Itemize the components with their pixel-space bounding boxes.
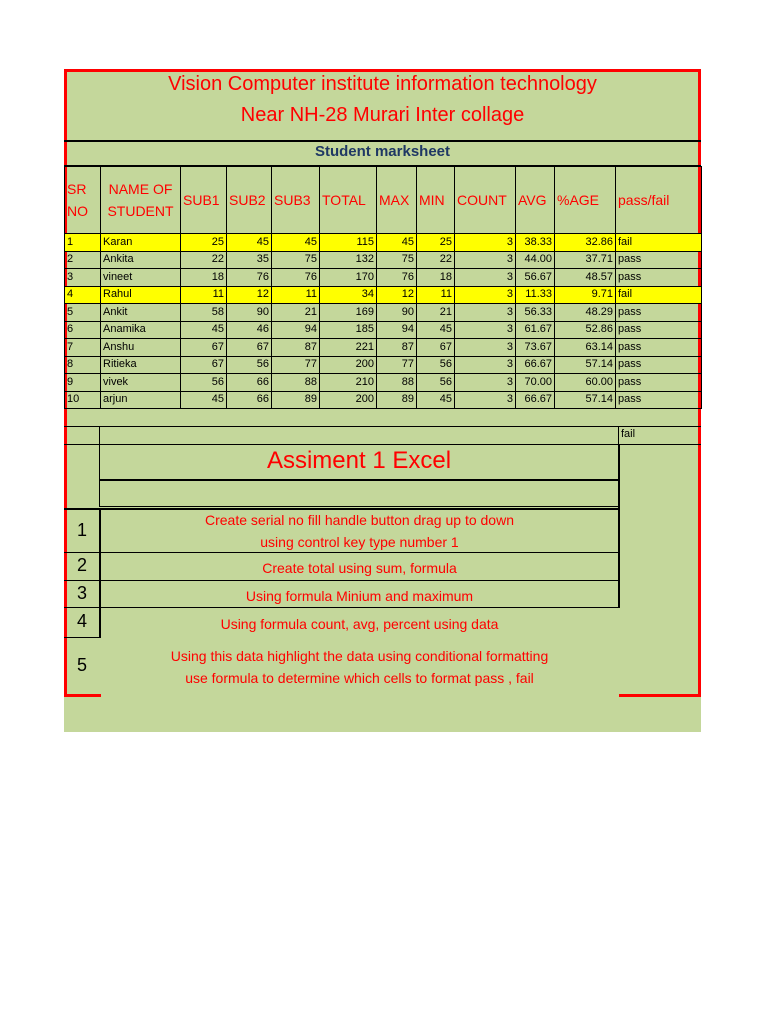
fail-cell-divider: [618, 426, 619, 444]
cell-name[interactable]: Anamika: [101, 321, 181, 339]
cell-sub1[interactable]: 67: [181, 356, 227, 374]
table-row[interactable]: [65, 321, 702, 339]
cell-sub3[interactable]: 88: [272, 374, 320, 392]
cell-sub2[interactable]: 66: [227, 374, 272, 392]
cell-sub3[interactable]: 94: [272, 321, 320, 339]
cell-max[interactable]: 90: [377, 304, 417, 322]
cell-name[interactable]: Ritieka: [101, 356, 181, 374]
cell-count[interactable]: 3: [455, 339, 516, 357]
cell-result[interactable]: pass: [616, 356, 702, 374]
col-header-min[interactable]: MIN: [417, 167, 455, 234]
cell-sub2[interactable]: 56: [227, 356, 272, 374]
cell-sub2[interactable]: 76: [227, 269, 272, 287]
cell-count[interactable]: 3: [455, 391, 516, 409]
step2-bottom-line: [64, 580, 620, 581]
col-header-total[interactable]: TOTAL: [320, 167, 377, 234]
marksheet-subtitle: Student marksheet: [314, 143, 451, 160]
step-3-text: Using formula Minium and maximum: [245, 588, 474, 604]
institute-address: Near NH-28 Murari Inter collage: [240, 104, 525, 126]
step-5-line2: use formula to determine which cells to format pass , fail: [185, 670, 534, 686]
cell-sub2[interactable]: 90: [227, 304, 272, 322]
cell-sub2[interactable]: 66: [227, 391, 272, 409]
cell-sr[interactable]: 10: [65, 391, 101, 409]
table-row[interactable]: [65, 374, 702, 392]
table-row[interactable]: [65, 251, 702, 269]
title-divider: [64, 140, 701, 142]
cell-avg[interactable]: 38.33: [516, 234, 555, 252]
cell-pct[interactable]: 9.71: [555, 286, 616, 304]
cell-result[interactable]: pass: [616, 391, 702, 409]
cell-max[interactable]: 94: [377, 321, 417, 339]
frame-bottom-right: [619, 694, 701, 697]
frame-top: [64, 69, 701, 72]
col-header-sub2[interactable]: SUB2: [227, 167, 272, 234]
step4-bottom-line: [64, 637, 100, 638]
cell-total[interactable]: 132: [320, 251, 377, 269]
cell-avg[interactable]: 66.67: [516, 391, 555, 409]
cell-name[interactable]: Anshu: [101, 339, 181, 357]
cell-avg[interactable]: 11.33: [516, 286, 555, 304]
cell-min[interactable]: 11: [417, 286, 455, 304]
cell-sr[interactable]: 2: [65, 251, 101, 269]
table-row[interactable]: [65, 269, 702, 287]
cell-result[interactable]: pass: [616, 269, 702, 287]
cell-sub2[interactable]: 35: [227, 251, 272, 269]
cell-sub2[interactable]: 46: [227, 321, 272, 339]
cell-result[interactable]: pass: [616, 304, 702, 322]
cell-max[interactable]: 45: [377, 234, 417, 252]
col-header-max[interactable]: MAX: [377, 167, 417, 234]
col-header-srno[interactable]: SR NO: [65, 167, 101, 234]
cell-name[interactable]: vivek: [101, 374, 181, 392]
step-1-line1: Create serial no fill handle button drag up to down: [205, 512, 514, 528]
blank-row-top-line: [64, 426, 701, 427]
cell-name[interactable]: Ankit: [101, 304, 181, 322]
cell-pct[interactable]: 37.71: [555, 251, 616, 269]
cell-avg[interactable]: 70.00: [516, 374, 555, 392]
cell-pct[interactable]: 60.00: [555, 374, 616, 392]
cell-result[interactable]: pass: [616, 251, 702, 269]
cell-min[interactable]: 22: [417, 251, 455, 269]
cell-total[interactable]: 34: [320, 286, 377, 304]
step-number-4: 4: [76, 611, 87, 631]
cell-min[interactable]: 67: [417, 339, 455, 357]
cell-sub1[interactable]: 25: [181, 234, 227, 252]
cell-sub2[interactable]: 45: [227, 234, 272, 252]
cell-sr[interactable]: 3: [65, 269, 101, 287]
cell-pct[interactable]: 57.14: [555, 391, 616, 409]
cell-sub2[interactable]: 12: [227, 286, 272, 304]
cell-sub3[interactable]: 11: [272, 286, 320, 304]
cell-avg[interactable]: 56.33: [516, 304, 555, 322]
header-table: [64, 166, 702, 234]
table-row[interactable]: [65, 234, 702, 252]
cell-sr[interactable]: 9: [65, 374, 101, 392]
cell-sub2[interactable]: 67: [227, 339, 272, 357]
step-5-line1: Using this data highlight the data using conditional formatting: [170, 648, 549, 664]
cell-name[interactable]: Rahul: [101, 286, 181, 304]
cell-max[interactable]: 12: [377, 286, 417, 304]
cell-total[interactable]: 170: [320, 269, 377, 287]
cell-pct[interactable]: 52.86: [555, 321, 616, 339]
cell-total[interactable]: 200: [320, 391, 377, 409]
cell-min[interactable]: 21: [417, 304, 455, 322]
cell-result[interactable]: pass: [616, 374, 702, 392]
marksheet-area: [64, 69, 701, 732]
table-row[interactable]: [65, 286, 702, 304]
cell-sr[interactable]: 7: [65, 339, 101, 357]
cell-total[interactable]: 210: [320, 374, 377, 392]
table-row[interactable]: [65, 356, 702, 374]
cell-avg[interactable]: 56.67: [516, 269, 555, 287]
cell-count[interactable]: 3: [455, 234, 516, 252]
assignment-title: Assiment 1 Excel: [266, 447, 452, 474]
cell-count[interactable]: 3: [455, 321, 516, 339]
step-number-3: 3: [76, 583, 87, 603]
step-number-5: 5: [76, 655, 87, 675]
cell-min[interactable]: 45: [417, 321, 455, 339]
cell-total[interactable]: 221: [320, 339, 377, 357]
cell-sub1[interactable]: 45: [181, 391, 227, 409]
cell-max[interactable]: 88: [377, 374, 417, 392]
step-2-text: Create total using sum, formula: [262, 560, 457, 576]
step-1-line2: using control key type number 1: [260, 534, 459, 550]
cell-sub1[interactable]: 56: [181, 374, 227, 392]
cell-max[interactable]: 75: [377, 251, 417, 269]
step-number-1: 1: [76, 520, 87, 540]
cell-count[interactable]: 3: [455, 251, 516, 269]
col-header-sub1[interactable]: SUB1: [181, 167, 227, 234]
cell-sr[interactable]: 1: [65, 234, 101, 252]
cell-count[interactable]: 3: [455, 304, 516, 322]
table-row[interactable]: [65, 304, 702, 322]
cell-sr[interactable]: 6: [65, 321, 101, 339]
cell-name[interactable]: Ankita: [101, 251, 181, 269]
cell-total[interactable]: 169: [320, 304, 377, 322]
cell-sub3[interactable]: 87: [272, 339, 320, 357]
col-header-pct[interactable]: %AGE: [555, 167, 616, 234]
cell-sub1[interactable]: 11: [181, 286, 227, 304]
step-4-text: Using formula count, avg, percent using data: [220, 616, 499, 632]
institute-title: Vision Computer institute information technology: [168, 73, 597, 95]
cell-max[interactable]: 87: [377, 339, 417, 357]
cell-min[interactable]: 25: [417, 234, 455, 252]
assignment-title-divider: [99, 479, 619, 481]
cell-name[interactable]: arjun: [101, 391, 181, 409]
cell-result[interactable]: pass: [616, 321, 702, 339]
cell-min[interactable]: 45: [417, 391, 455, 409]
col-header-avg[interactable]: AVG: [516, 167, 555, 234]
cell-count[interactable]: 3: [455, 374, 516, 392]
step-number-2: 2: [76, 555, 87, 575]
cell-max[interactable]: 77: [377, 356, 417, 374]
col-header-name[interactable]: NAME OF STUDENT: [101, 167, 181, 234]
cell-min[interactable]: 56: [417, 356, 455, 374]
cell-total[interactable]: 200: [320, 356, 377, 374]
cell-avg[interactable]: 73.67: [516, 339, 555, 357]
cell-result[interactable]: fail: [616, 234, 702, 252]
cell-avg[interactable]: 61.67: [516, 321, 555, 339]
cell-sub3[interactable]: 75: [272, 251, 320, 269]
cell-pct[interactable]: 48.29: [555, 304, 616, 322]
stray-fail-cell[interactable]: fail: [621, 428, 636, 440]
cell-sr[interactable]: 8: [65, 356, 101, 374]
cell-sub1[interactable]: 22: [181, 251, 227, 269]
cell-sub1[interactable]: 58: [181, 304, 227, 322]
marks-table: [64, 233, 702, 409]
cell-result[interactable]: pass: [616, 339, 702, 357]
cell-sub3[interactable]: 45: [272, 234, 320, 252]
cell-name[interactable]: vineet: [101, 269, 181, 287]
col-header-sub3[interactable]: SUB3: [272, 167, 320, 234]
cell-sub3[interactable]: 76: [272, 269, 320, 287]
cell-avg[interactable]: 44.00: [516, 251, 555, 269]
cell-min[interactable]: 18: [417, 269, 455, 287]
cell-pct[interactable]: 48.57: [555, 269, 616, 287]
cell-sub3[interactable]: 21: [272, 304, 320, 322]
cell-result[interactable]: fail: [616, 286, 702, 304]
cell-total[interactable]: 115: [320, 234, 377, 252]
cell-name[interactable]: Karan: [101, 234, 181, 252]
table-row[interactable]: [65, 339, 702, 357]
cell-total[interactable]: 185: [320, 321, 377, 339]
cell-sub3[interactable]: 77: [272, 356, 320, 374]
step3-bottom-line: [64, 607, 620, 608]
cell-pct[interactable]: 57.14: [555, 356, 616, 374]
col-header-count[interactable]: COUNT: [455, 167, 516, 234]
frame-bottom-left: [64, 694, 101, 697]
cell-sub1[interactable]: 67: [181, 339, 227, 357]
cell-sr[interactable]: 4: [65, 286, 101, 304]
cell-pct[interactable]: 63.14: [555, 339, 616, 357]
cell-count[interactable]: 3: [455, 286, 516, 304]
cell-count[interactable]: 3: [455, 356, 516, 374]
cell-sr[interactable]: 5: [65, 304, 101, 322]
col-header-result[interactable]: pass/fail: [616, 167, 702, 234]
cell-max[interactable]: 76: [377, 269, 417, 287]
cell-sub3[interactable]: 89: [272, 391, 320, 409]
cell-count[interactable]: 3: [455, 269, 516, 287]
cell-max[interactable]: 89: [377, 391, 417, 409]
cell-min[interactable]: 56: [417, 374, 455, 392]
cell-sub1[interactable]: 18: [181, 269, 227, 287]
cell-avg[interactable]: 66.67: [516, 356, 555, 374]
table-row[interactable]: [65, 391, 702, 409]
cell-sub1[interactable]: 45: [181, 321, 227, 339]
cell-pct[interactable]: 32.86: [555, 234, 616, 252]
